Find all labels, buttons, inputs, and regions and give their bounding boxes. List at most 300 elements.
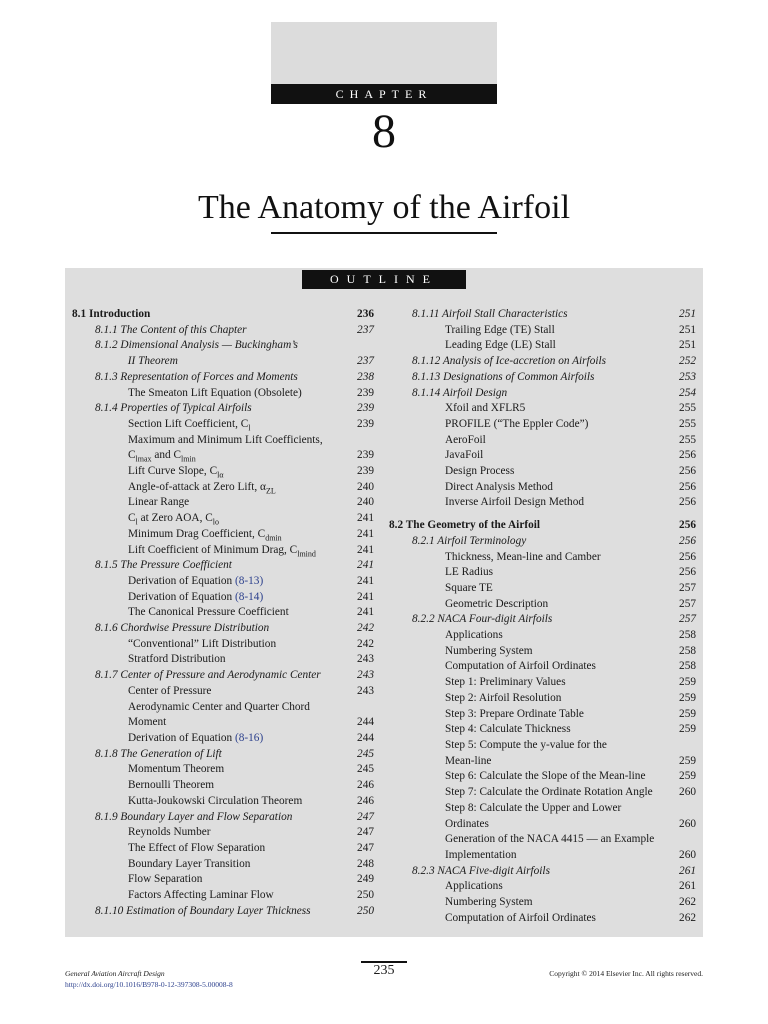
page-ref: 239 (357, 386, 374, 399)
entry-text: Stratford Distribution (128, 653, 226, 666)
toc-entry[interactable] (389, 864, 696, 880)
entry-text: Ordinates (445, 817, 489, 830)
toc-entry[interactable] (389, 707, 696, 723)
section-number: 8.1.14 (412, 386, 441, 399)
toc-entry-title (72, 731, 348, 747)
toc-entry-title (389, 817, 670, 833)
page-ref: 252 (679, 355, 696, 368)
toc-entry[interactable] (72, 338, 374, 354)
entry-text: Factors Affecting Laminar Flow (128, 889, 274, 902)
toc-entry[interactable] (389, 534, 696, 550)
doi-link[interactable]: http://dx.doi.org/10.1016/B978-0-12-397308-5.00008-8 (65, 980, 233, 989)
toc-entry-title (389, 370, 670, 386)
page-ref: 241 (357, 606, 374, 619)
toc-entry[interactable] (389, 323, 696, 339)
toc-entry-title (72, 888, 348, 904)
page-ref: 242 (357, 622, 374, 635)
toc-entry[interactable] (72, 684, 374, 700)
toc-entry[interactable] (72, 841, 374, 857)
toc-entry[interactable] (72, 731, 374, 747)
toc-entry[interactable] (389, 848, 696, 864)
page-ref: 238 (357, 370, 374, 383)
entry-text: The Effect of Flow Separation (128, 841, 266, 854)
page-ref: 259 (679, 707, 696, 720)
toc-entry[interactable] (389, 417, 696, 433)
page-ref: 242 (357, 637, 374, 650)
subscript: l (135, 517, 138, 527)
page-ref: 256 (679, 550, 696, 563)
page-ref: 261 (679, 864, 696, 877)
page-ref: 255 (679, 417, 696, 430)
toc-entry-title (389, 417, 670, 433)
page-ref: 262 (679, 896, 696, 909)
entry-text: LE Radius (445, 566, 494, 579)
toc-entry-title (72, 872, 348, 888)
subscript: lα (217, 470, 224, 480)
subscript: dmin (265, 533, 282, 543)
toc-entry[interactable] (72, 307, 374, 323)
section-number: 8.2.3 (412, 864, 435, 877)
toc-entry-title (72, 778, 348, 794)
page-ref: 246 (357, 779, 374, 792)
entry-text: Moment (128, 716, 167, 729)
toc-entry[interactable] (389, 448, 696, 464)
toc-entry-title (72, 684, 348, 700)
entry-text: JavaFoil (445, 449, 484, 462)
entry-text: The Canonical Pressure Coefficient (128, 606, 289, 619)
toc-entry-title (72, 747, 348, 763)
entry-text: Applications (445, 880, 503, 893)
toc-entry-title (72, 338, 348, 354)
section-number: 8.2 (389, 519, 404, 532)
toc-entry-title (389, 848, 670, 864)
toc-entry[interactable] (72, 888, 374, 904)
toc-entry-title (389, 338, 670, 354)
page-ref: 259 (679, 676, 696, 689)
toc-entry[interactable] (389, 911, 696, 927)
toc-entry[interactable] (72, 323, 374, 339)
toc-entry-title (389, 911, 670, 927)
toc-entry-title (389, 354, 670, 370)
section-number: 8.1.9 (95, 810, 118, 823)
entry-text: Airfoil Stall Characteristics (442, 308, 568, 320)
toc-entry[interactable] (72, 386, 374, 402)
title-underline (271, 232, 497, 234)
page-ref: 251 (679, 339, 696, 352)
entry-text: Boundary Layer Transition (128, 857, 251, 870)
toc-entry[interactable] (389, 754, 696, 770)
chapter-label: CHAPTER (271, 84, 497, 104)
page-ref: 244 (357, 716, 374, 729)
equation-link[interactable]: (8-16) (234, 731, 264, 744)
equation-link[interactable]: (8-14) (234, 590, 264, 603)
page-ref: 256 (679, 534, 696, 547)
entry-text: The Generation of Lift (120, 747, 222, 760)
toc-entry[interactable] (389, 769, 696, 785)
section-number: 8.1.3 (95, 370, 118, 383)
toc-entry-title (72, 307, 348, 323)
entry-text: Section Lift Coefficient, C (128, 417, 249, 430)
toc-entry[interactable] (389, 832, 696, 848)
page-ref: 251 (679, 323, 696, 336)
toc-entry[interactable] (72, 715, 374, 731)
page-ref: 237 (357, 355, 374, 368)
toc-entry[interactable] (389, 644, 696, 660)
toc-entry[interactable] (72, 747, 374, 763)
entry-text: AeroFoil (445, 433, 486, 446)
toc-entry-title (389, 769, 670, 785)
toc-entry-title (72, 652, 348, 668)
toc-entry[interactable] (72, 904, 374, 920)
entry-text: Airfoil Terminology (437, 534, 527, 547)
toc-entry[interactable] (72, 810, 374, 826)
entry-text: Geometric Description (445, 597, 549, 610)
section-number: 8.1.12 (412, 355, 441, 368)
page-ref: 247 (357, 826, 374, 839)
entry-text: The Geometry of the Airfoil (405, 519, 541, 532)
toc-entry[interactable] (389, 495, 696, 511)
subscript: lmind (297, 548, 316, 558)
page-ref: 239 (357, 465, 374, 478)
page-ref: 258 (679, 660, 696, 673)
page-ref: 247 (357, 810, 374, 823)
subscript: lmax (135, 454, 152, 464)
toc-entry-title (72, 590, 348, 606)
toc-entry[interactable] (72, 872, 374, 888)
subscript: ZL (265, 485, 276, 495)
toc-entry[interactable] (389, 480, 696, 496)
entry-text: Generation of the NACA 4415 — an Example (445, 833, 655, 846)
entry-text: Minimum Drag Coefficient, C (128, 527, 266, 540)
entry-text: Kutta-Joukowski Circulation Theorem (128, 794, 303, 807)
toc-entry-title (72, 621, 348, 637)
section-number: 8.1.4 (95, 402, 118, 415)
toc-entry[interactable] (72, 354, 374, 370)
toc-entry[interactable] (72, 433, 374, 449)
toc-entry[interactable] (72, 558, 374, 574)
entry-text: Leading Edge (LE) Stall (445, 339, 556, 352)
page-ref: 237 (357, 323, 374, 336)
toc-entry[interactable] (72, 621, 374, 637)
page-ref: 254 (679, 386, 696, 399)
entry-text: Step 1: Preliminary Values (445, 676, 566, 689)
entry-text: Inverse Airfoil Design Method (445, 496, 584, 509)
toc-entry[interactable] (389, 801, 696, 817)
entry-text: Flow Separation (128, 873, 203, 886)
page-ref: 258 (679, 644, 696, 657)
toc-entry[interactable] (389, 612, 696, 628)
toc-entry-title (389, 707, 670, 723)
subscript: l (248, 423, 251, 433)
chapter-header-box (271, 22, 497, 84)
section-number: 8.2.2 (412, 613, 435, 626)
page-ref: 245 (357, 763, 374, 776)
page-ref: 256 (679, 496, 696, 509)
toc-entry-title (72, 433, 348, 449)
entry-text: Step 5: Compute the y-value for the (445, 738, 607, 751)
toc-entry[interactable] (389, 307, 696, 323)
toc-entry-title (389, 495, 670, 511)
toc-entry[interactable] (72, 370, 374, 386)
toc-entry[interactable] (72, 527, 374, 543)
toc-entry-title (72, 715, 348, 731)
toc-entry-title (72, 543, 348, 559)
entry-text: Lift Coefficient of Minimum Drag, C (128, 543, 298, 556)
toc-entry-title (389, 659, 670, 675)
entry-text: II Theorem (95, 355, 178, 368)
page-ref: 248 (357, 857, 374, 870)
toc-entry[interactable] (72, 762, 374, 778)
toc-entry[interactable] (389, 722, 696, 738)
toc-entry[interactable] (72, 700, 374, 716)
page-ref: 255 (679, 433, 696, 446)
section-number: 8.1.13 (412, 370, 441, 383)
toc-entry[interactable] (389, 565, 696, 581)
toc-entry[interactable] (389, 464, 696, 480)
toc-entry-title (72, 323, 348, 339)
toc-entry-title (72, 495, 348, 511)
toc-entry[interactable] (72, 794, 374, 810)
subscript: lmin (181, 454, 196, 464)
toc-entry[interactable] (389, 354, 696, 370)
toc-entry[interactable] (72, 480, 374, 496)
toc-entry[interactable] (72, 857, 374, 873)
page-ref: 251 (679, 308, 696, 320)
entry-text: Dimensional Analysis — Buckingham’s (120, 339, 298, 352)
toc-entry[interactable] (389, 518, 696, 534)
toc-entry-title (389, 895, 670, 911)
page-ref: 256 (679, 449, 696, 462)
toc-entry-title (72, 668, 348, 684)
toc-entry[interactable] (72, 605, 374, 621)
entry-text: C (128, 449, 136, 462)
toc-entry[interactable] (72, 543, 374, 559)
page-ref: 259 (679, 691, 696, 704)
toc-entry[interactable] (72, 511, 374, 527)
entry-text: Step 2: Airfoil Resolution (445, 691, 562, 704)
section-number: 8.1.1 (95, 323, 118, 336)
entry-text: Derivation of Equation (128, 590, 235, 603)
toc-entry-title (72, 700, 348, 716)
entry-text: Bernoulli Theorem (128, 779, 215, 792)
page-ref: 261 (679, 880, 696, 893)
page-ref: 236 (357, 308, 374, 320)
entry-text: “Conventional” Lift Distribution (128, 637, 277, 650)
page-ref: 244 (357, 731, 374, 744)
toc-entry[interactable] (72, 590, 374, 606)
entry-text: Angle-of-attack at Zero Lift, α (128, 480, 266, 493)
toc-entry-title (389, 565, 670, 581)
toc-entry-title (389, 597, 670, 613)
page-ref: 243 (357, 653, 374, 666)
toc-entry[interactable] (72, 417, 374, 433)
section-number: 8.1 (72, 308, 87, 320)
page-ref: 256 (679, 465, 696, 478)
toc-entry-title (389, 518, 670, 534)
toc-entry-title (389, 754, 670, 770)
toc-entry-title (72, 480, 348, 496)
toc-entry-title (72, 417, 348, 433)
entry-text: Boundary Layer and Flow Separation (120, 810, 293, 823)
page-ref: 247 (357, 841, 374, 854)
entry-text: Step 3: Prepare Ordinate Table (445, 707, 584, 720)
page-ref: 249 (357, 873, 374, 886)
entry-text: Introduction (88, 308, 151, 320)
toc-entry[interactable] (72, 574, 374, 590)
page-ref: 260 (679, 786, 696, 799)
page-ref: 257 (679, 597, 696, 610)
outline-right-column (389, 307, 696, 926)
entry-text: Step 4: Calculate Thickness (445, 723, 571, 736)
entry-text: Estimation of Boundary Layer Thickness (126, 904, 311, 917)
page-ref: 240 (357, 480, 374, 493)
page-ref: 240 (357, 496, 374, 509)
page-ref: 260 (679, 817, 696, 830)
equation-link[interactable]: (8-13) (234, 574, 264, 587)
toc-entry[interactable] (72, 778, 374, 794)
page-ref: 259 (679, 754, 696, 767)
entry-text: The Content of this Chapter (120, 323, 247, 336)
page-ref: 262 (679, 911, 696, 924)
page-ref: 241 (357, 574, 374, 587)
section-number: 8.1.10 (95, 904, 124, 917)
toc-entry-title (72, 857, 348, 873)
toc-entry[interactable] (389, 433, 696, 449)
toc-entry[interactable] (389, 691, 696, 707)
entry-text: NACA Four-digit Airfoils (437, 613, 553, 626)
entry-text: Design Process (445, 465, 515, 478)
page-ref: 239 (357, 449, 374, 462)
entry-text: Analysis of Ice-accretion on Airfoils (442, 355, 607, 368)
toc-entry-title (72, 810, 348, 826)
toc-entry-title (72, 574, 348, 590)
toc-entry-title (72, 841, 348, 857)
toc-entry-title (389, 550, 670, 566)
chapter-number: 8 (372, 105, 396, 158)
toc-entry[interactable] (72, 637, 374, 653)
page-ref: 257 (679, 613, 696, 626)
toc-entry-title (72, 794, 348, 810)
toc-entry-title (389, 480, 670, 496)
entry-text-cont: at Zero AOA, C (137, 512, 213, 525)
entry-text: Linear Range (128, 496, 190, 509)
entry-text: Derivation of Equation (128, 574, 235, 587)
toc-entry-title (72, 401, 348, 417)
toc-entry-title (389, 612, 670, 628)
page-ref: 241 (357, 590, 374, 603)
toc-entry-title (72, 527, 348, 543)
entry-text: Aerodynamic Center and Quarter Chord (128, 700, 310, 713)
toc-entry[interactable] (389, 817, 696, 833)
toc-entry-title (389, 644, 670, 660)
page-ref: 250 (357, 904, 374, 917)
entry-text: Momentum Theorem (128, 763, 225, 776)
toc-entry[interactable] (389, 895, 696, 911)
toc-entry-title (72, 511, 348, 527)
entry-text: Implementation (445, 848, 517, 861)
entry-text: Lift Curve Slope, C (128, 465, 218, 478)
entry-text: Properties of Typical Airfoils (120, 402, 252, 415)
entry-text: Representation of Forces and Moments (120, 370, 298, 383)
page-ref: 243 (357, 669, 374, 682)
toc-entry-title (72, 762, 348, 778)
toc-entry-title (389, 738, 670, 754)
toc-entry-title (389, 448, 670, 464)
toc-entry-title (389, 628, 670, 644)
page-ref: 259 (679, 770, 696, 783)
toc-entry[interactable] (72, 448, 374, 464)
toc-entry-title (72, 825, 348, 841)
section-number: 8.1.8 (95, 747, 118, 760)
toc-entry[interactable] (389, 675, 696, 691)
entry-text: Computation of Airfoil Ordinates (445, 660, 596, 673)
toc-entry-title (72, 558, 348, 574)
entry-text: Step 6: Calculate the Slope of the Mean-line (445, 770, 646, 783)
section-number: 8.1.2 (95, 339, 118, 352)
page-ref: 260 (679, 848, 696, 861)
toc-entry[interactable] (72, 652, 374, 668)
page-ref: 259 (679, 723, 696, 736)
entry-text: Center of Pressure and Aerodynamic Center (120, 669, 321, 682)
toc-entry[interactable] (72, 495, 374, 511)
page-ref: 243 (357, 684, 374, 697)
book-title: General Aviation Aircraft Design (65, 969, 165, 978)
toc-entry[interactable] (389, 581, 696, 597)
entry-text: C (128, 512, 136, 525)
toc-entry-title (389, 323, 670, 339)
toc-entry[interactable] (389, 659, 696, 675)
toc-entry[interactable] (72, 464, 374, 480)
toc-entry-title (389, 879, 670, 895)
entry-text: The Smeaton Lift Equation (Obsolete) (128, 386, 302, 399)
toc-spacer (389, 511, 696, 518)
entry-text: Reynolds Number (128, 826, 211, 839)
toc-entry-title (389, 785, 670, 801)
toc-entry[interactable] (389, 401, 696, 417)
toc-entry[interactable] (72, 825, 374, 841)
toc-entry-title (389, 401, 670, 417)
copyright-notice: Copyright © 2014 Elsevier Inc. All rights reserved. (549, 969, 703, 978)
page-ref: 246 (357, 794, 374, 807)
toc-entry-title (389, 433, 670, 449)
toc-entry[interactable] (389, 550, 696, 566)
page-ref: 241 (357, 543, 374, 556)
page-ref: 250 (357, 889, 374, 902)
toc-entry[interactable] (389, 338, 696, 354)
toc-entry-title (389, 464, 670, 480)
entry-text: Numbering System (445, 896, 533, 909)
entry-text: Computation of Airfoil Ordinates (445, 911, 596, 924)
entry-text: Chordwise Pressure Distribution (120, 622, 270, 635)
page-ref: 258 (679, 629, 696, 642)
toc-entry[interactable] (389, 386, 696, 402)
toc-entry[interactable] (389, 597, 696, 613)
section-number: 8.1.11 (412, 308, 440, 320)
toc-entry[interactable] (72, 668, 374, 684)
toc-entry[interactable] (389, 628, 696, 644)
entry-text: Thickness, Mean-line and Camber (445, 550, 601, 563)
footer-citation (65, 968, 233, 990)
toc-entry-title (389, 675, 670, 691)
toc-entry[interactable] (389, 370, 696, 386)
entry-text: Step 7: Calculate the Ordinate Rotation Angle (445, 786, 653, 799)
toc-entry[interactable] (389, 785, 696, 801)
entry-text: NACA Five-digit Airfoils (437, 864, 550, 877)
toc-entry[interactable] (72, 401, 374, 417)
toc-entry[interactable] (389, 738, 696, 754)
toc-entry[interactable] (389, 879, 696, 895)
entry-text: Xfoil and XFLR5 (445, 402, 526, 415)
